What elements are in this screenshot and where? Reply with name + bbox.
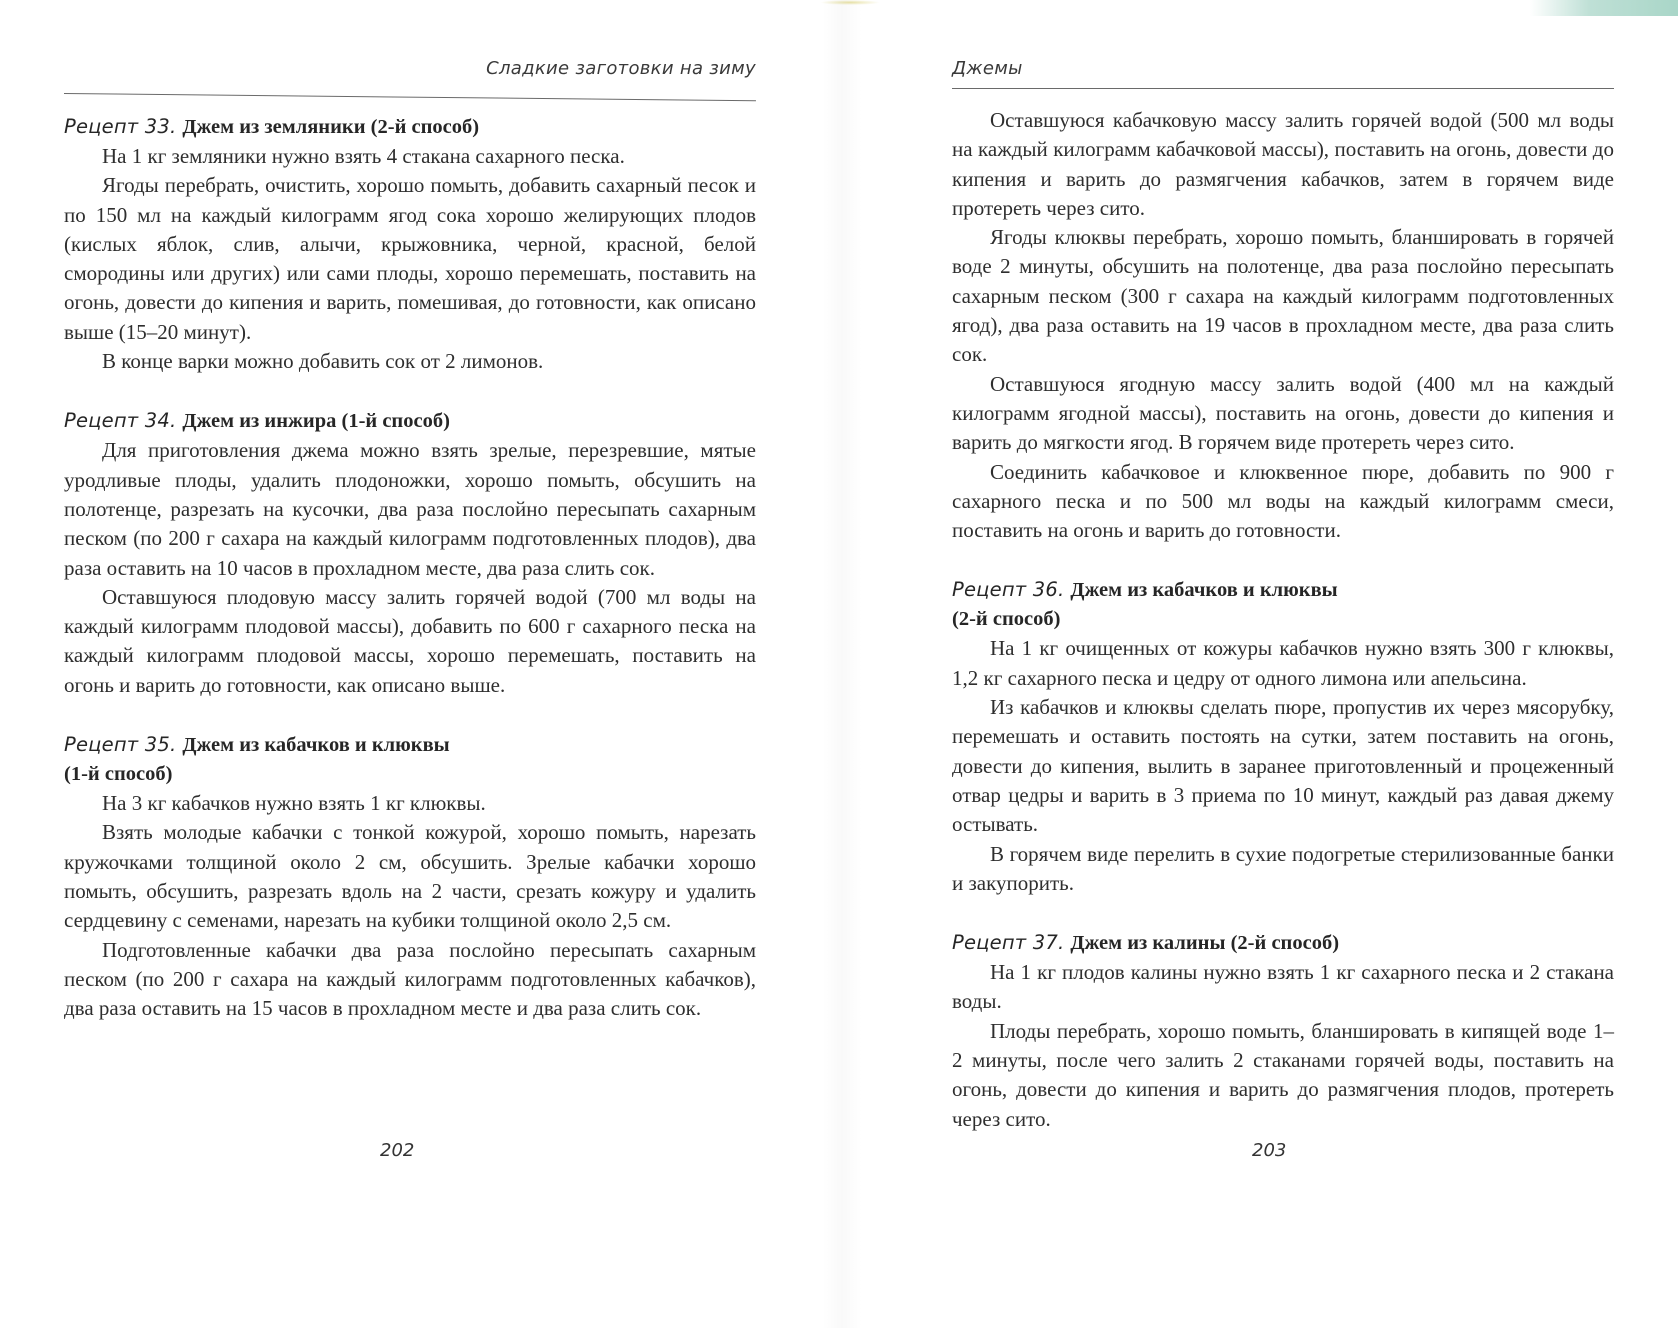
- paragraph: Оставшуюся кабачковую массу залить горячей водой (500 мл воды на каждый килограмм кабачковой массы), поставить на огонь, довести до кипения и варить до размягчения кабачков, затем в горячем виде протереть через сито.: [952, 108, 1614, 220]
- paragraph: Из кабачков и клюквы сделать пюре, пропустив их через мясорубку, перемешать и оставить постоять на сутки, затем поставить на огонь, довести до кипения, вылить в заранее приготовленный и процеженный отвар цедры и варить в 3 приема по 10 минут, каждый раз давая джему остывать.: [952, 695, 1614, 837]
- recipe-36: [952, 575, 1614, 898]
- recipe-37: [952, 928, 1614, 1134]
- paragraph: Подготовленные кабачки два раза послойно пересыпать сахарным песком (по 200 г сахара на каждый килограмм подготовленных кабачков), два раза оставить на 15 часов в прохладном месте и два раза слить сок.: [64, 937, 756, 1021]
- recipe-heading: [64, 730, 756, 789]
- paragraph: В горячем виде перелить в сухие подогретые стерилизованные банки и закупорить.: [952, 841, 1614, 895]
- page-number: 203: [1252, 1140, 1287, 1161]
- page-content: [952, 106, 1614, 1134]
- left-page: [64, 0, 756, 1328]
- recipe-label: Рецепт 33.: [64, 115, 177, 138]
- paragraph: Оставшуюся плодовую массу залить горячей водой (700 мл воды на каждый килограмм плодовой массы), добавить по 600 г сахарного песка на каждый килограмм плодовой массы, хорошо перемешать, поставить на огонь и варить до готовности, как описано выше.: [64, 584, 756, 697]
- recipe-title: Джем из земляники (2-й способ): [182, 116, 480, 138]
- recipe-33: [64, 112, 756, 376]
- paragraph: На 1 кг земляники нужно взять 4 стакана сахарного песка.: [102, 144, 625, 168]
- recipe-title: Джем из инжира (1-й способ): [182, 410, 450, 433]
- recipe-label: Рецепт 35.: [64, 733, 177, 757]
- recipe-heading: [952, 575, 1614, 634]
- page-number: 202: [380, 1140, 415, 1161]
- paragraph: Соединить кабачковое и клюквенное пюре, добавить по 900 г сахарного песка и по 500 мл воды на каждый килограмм смеси, поставить на огонь и варить до готовности.: [952, 459, 1614, 543]
- paragraph: Оставшуюся ягодную массу залить водой (400 мл на каждый килограмм ягодной массы), поставить на огонь, довести до кипения и варить до мягкости ягод. В горячем виде протереть через сито.: [952, 371, 1614, 455]
- recipe-35: [64, 730, 756, 1023]
- recipe-label: Рецепт 36.: [952, 578, 1065, 602]
- recipe-heading: [64, 112, 756, 142]
- paragraph: На 1 кг очищенных от кожуры кабачков нужно взять 300 г клюквы, 1,2 кг сахарного песка и цедру от одного лимона или апельсина.: [952, 636, 1614, 690]
- running-head: Джемы: [952, 58, 1023, 79]
- recipe-label: Рецепт 37.: [952, 931, 1065, 955]
- paragraph: Ягоды перебрать, очистить, хорошо помыть, добавить сахарный песок и по 150 мл на каждый килограмм ягод сока хорошо желирующих плодов (кислых яблок, слив, алычи, крыжовника, черной, красной, белой смородины или других) или сами плоды, хорошо перемешать, поставить на огонь, довести до кипения и варить, помешивая, до готовности, как описано выше (15–20 минут).: [64, 173, 756, 344]
- paragraph: На 3 кг кабачков нужно взять 1 кг клюквы.: [102, 791, 486, 816]
- header-rule: [64, 93, 756, 101]
- paragraph: Взять молодые кабачки с тонкой кожурой, хорошо помыть, нарезать кружочками толщиной около 2 см, обсушить. Зрелые кабачки хорошо помыть, обсушить, разрезать вдоль на 2 части, срезать кожуру и удалить сердцевину с семенами, нарезать на кубики толщиной около 2,5 см.: [64, 820, 756, 933]
- paragraph: На 1 кг плодов калины нужно взять 1 кг сахарного песка и 2 стакана воды.: [952, 960, 1614, 1014]
- recipe-label: Рецепт 34.: [64, 409, 177, 433]
- recipe-subtitle: (2-й способ): [952, 608, 1061, 631]
- running-head: Сладкие заготовки на зиму: [486, 58, 756, 79]
- paragraph: Для приготовления джема можно взять зрелые, перезревшие, мятые уродливые плоды, удалить плодоножки, хорошо помыть, обсушить на полотенце, разрезать на кусочки, два раза послойно пересыпать сахарным песком (по 200 г сахара на каждый килограмм подготовленных плодов), два раза оставить на 10 часов в прохладном месте, два раза слить сок.: [64, 438, 756, 580]
- book-gutter: [822, 0, 862, 1328]
- paragraph: Плоды перебрать, хорошо помыть, бланшировать в кипящей воде 1–2 минуты, после чего залить 2 стаканами горячей воды, поставить на огонь, довести до кипения и варить до размягчения плодов, протереть через сито.: [952, 1018, 1614, 1131]
- recipe-heading: [952, 928, 1614, 958]
- recipe-heading: [64, 406, 756, 436]
- recipe-subtitle: (1-й способ): [64, 763, 173, 786]
- recipe-title: Джем из кабачков и клюквы: [1070, 579, 1338, 602]
- recipe-34: [64, 406, 756, 700]
- header-rule: [952, 88, 1614, 89]
- recipe-title: Джем из кабачков и клюквы: [182, 734, 450, 757]
- paragraph: В конце варки можно добавить сок от 2 лимонов.: [102, 349, 544, 374]
- paragraph: Ягоды клюквы перебрать, хорошо помыть, бланшировать в горячей воде 2 минуты, обсушить на полотенце, два раза послойно пересыпать сахарным песком (300 г сахара на каждый килограмм подготовленных ягод), два раза оставить на 19 часов в прохладном месте, два раза слить сок.: [952, 225, 1614, 367]
- right-page: [952, 0, 1614, 1328]
- recipe-title: Джем из калины (2-й способ): [1070, 932, 1340, 955]
- page-content: [64, 112, 756, 1023]
- recipe-35-continuation: [952, 106, 1614, 545]
